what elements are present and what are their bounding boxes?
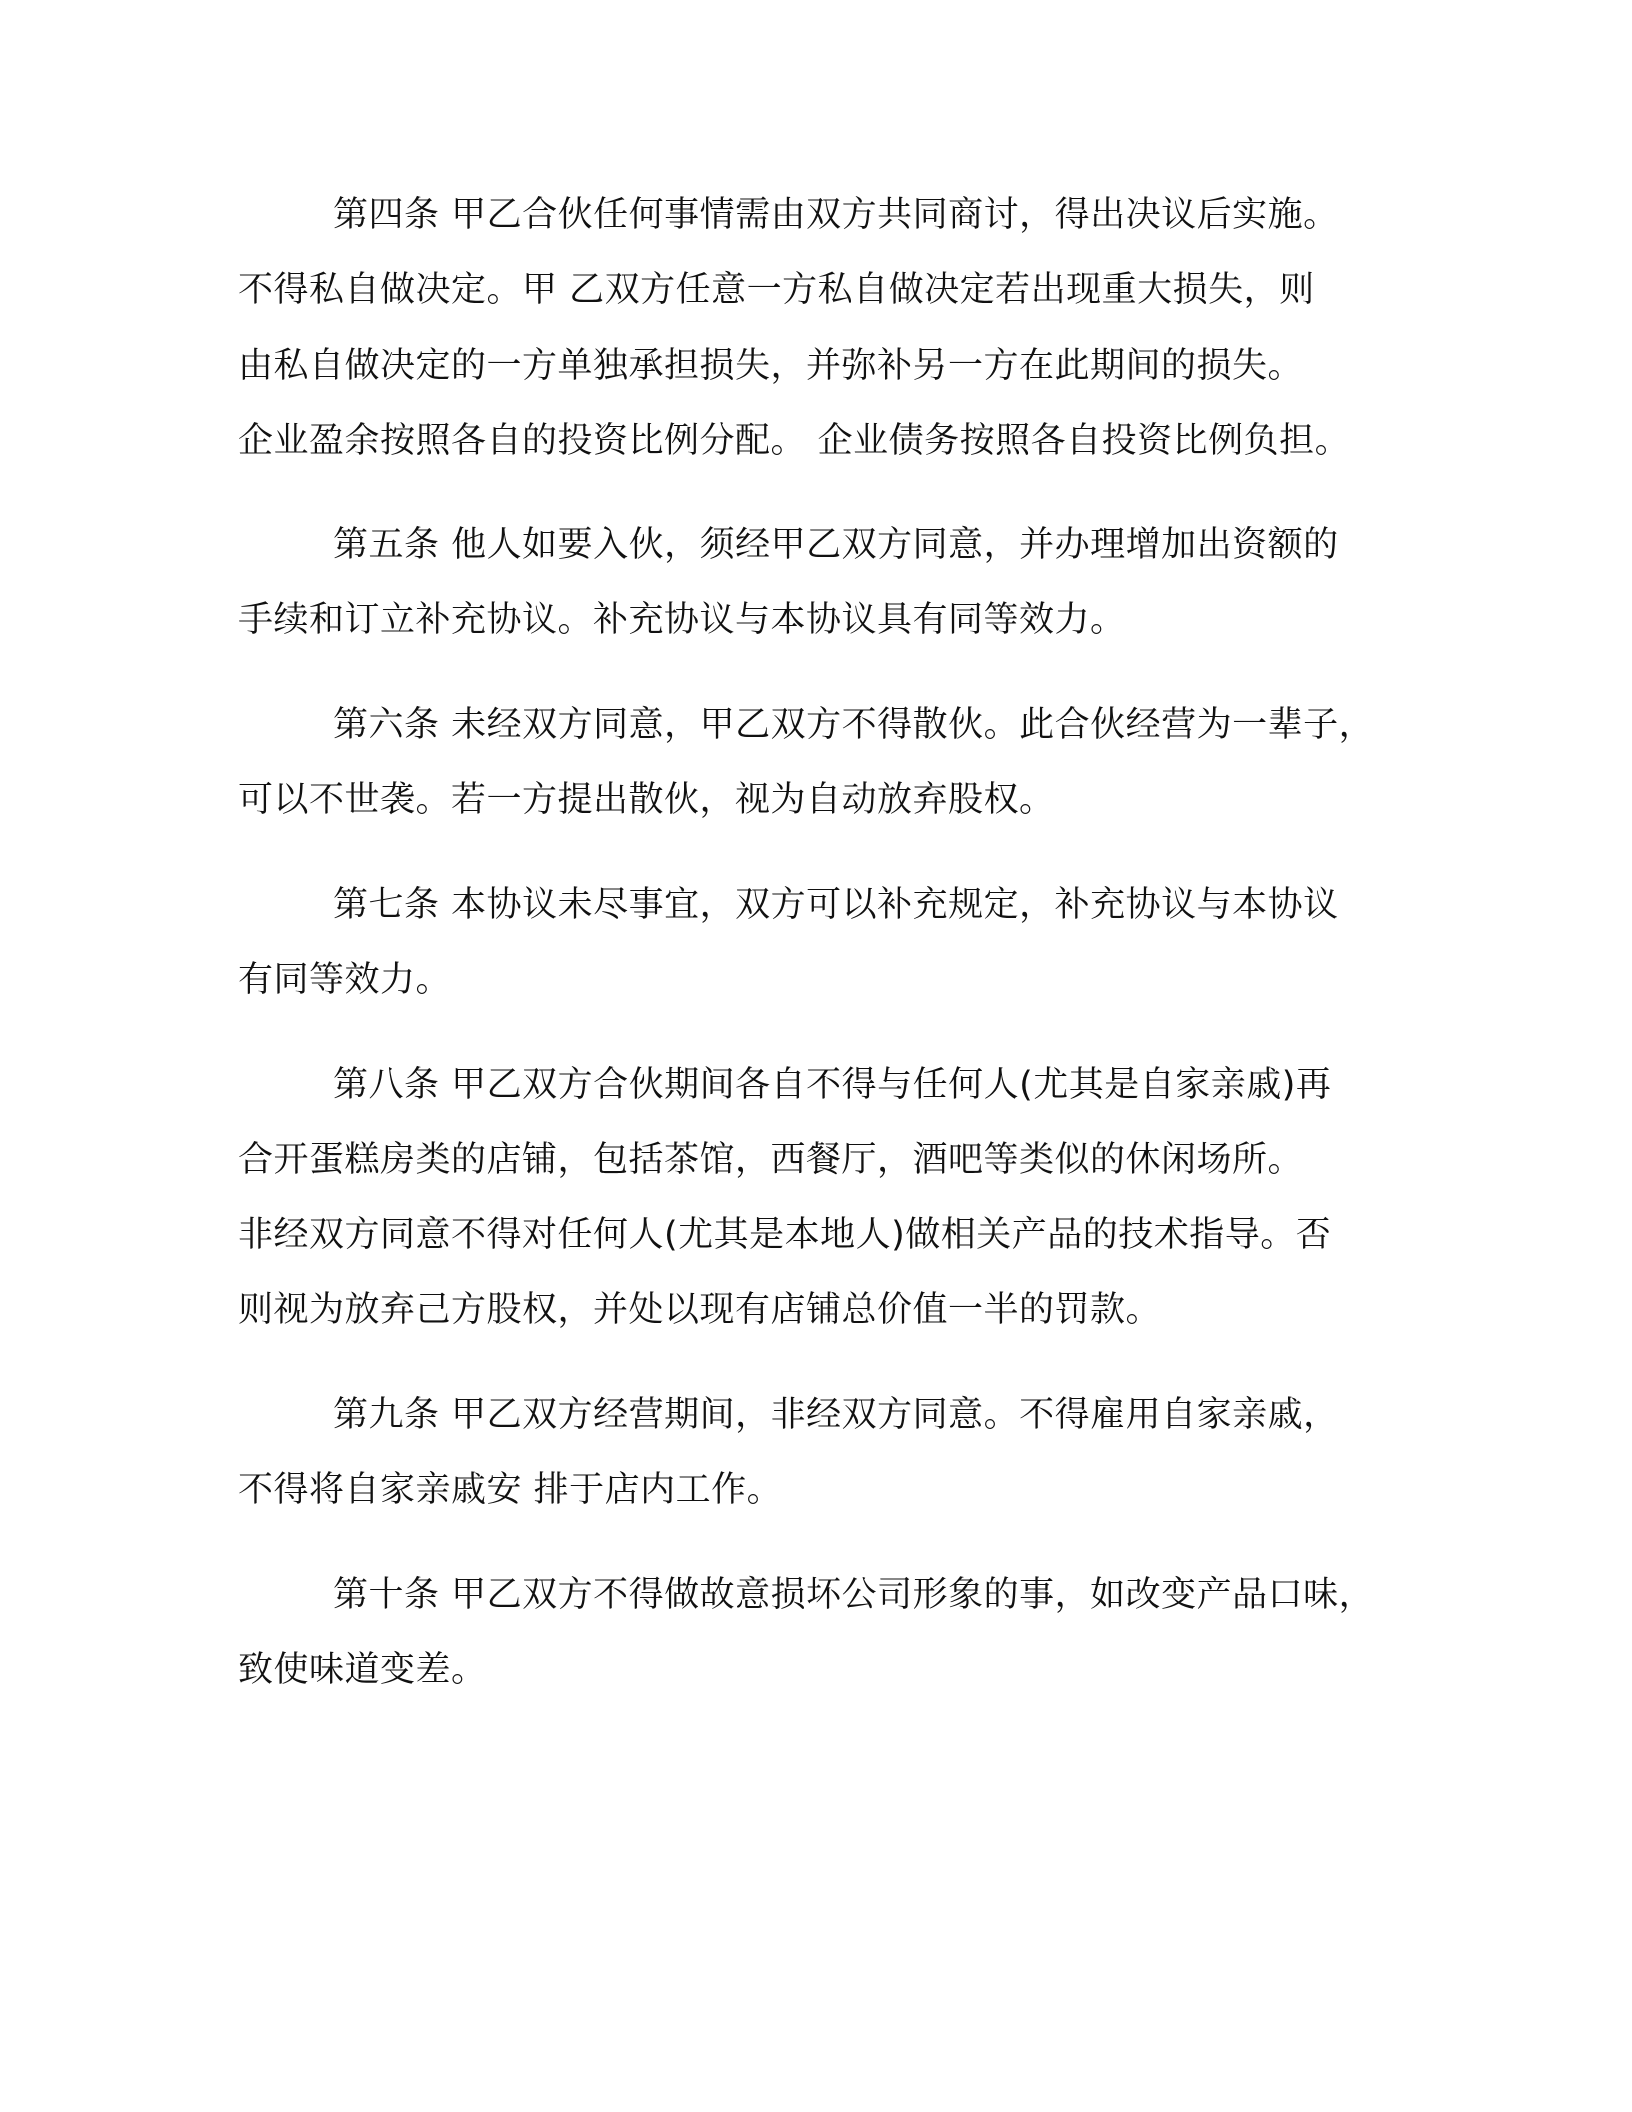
article-5-line-1: 第五条 他人如要入伙，须经甲乙双方同意，并办理增加出资额的 bbox=[333, 525, 1339, 565]
article-4-line-1: 第四条 甲乙合伙任何事情需由双方共同商讨，得出决议后实施。 bbox=[333, 195, 1339, 235]
article-9-line-2: 不得将自家亲戚安 排于店内工作。 bbox=[238, 1470, 783, 1510]
article-7-line-1: 第七条 本协议未尽事宜，双方可以补充规定，补充协议与本协议 bbox=[333, 885, 1339, 925]
article-7-line-2: 有同等效力。 bbox=[238, 960, 452, 1000]
article-5-line-2: 手续和订立补充协议。补充协议与本协议具有同等效力。 bbox=[238, 600, 1126, 640]
article-8-line-4: 则视为放弃己方股权，并处以现有店铺总价值一半的罚款。 bbox=[238, 1290, 1162, 1330]
article-4-line-3: 由私自做决定的一方单独承担损失，并弥补另一方在此期间的损失。 bbox=[238, 346, 1304, 386]
article-10-line-2: 致使味道变差。 bbox=[238, 1650, 487, 1690]
article-8-line-2: 合开蛋糕房类的店铺，包括茶馆，西餐厅，酒吧等类似的休闲场所。 bbox=[238, 1140, 1304, 1180]
article-6-line-2: 可以不世袭。若一方提出散伙，视为自动放弃股权。 bbox=[238, 780, 1055, 820]
article-8-line-1: 第八条 甲乙双方合伙期间各自不得与任何人(尤其是自家亲戚)再 bbox=[333, 1065, 1332, 1105]
article-6-line-1: 第六条 未经双方同意，甲乙双方不得散伙。此合伙经营为一辈子， bbox=[333, 705, 1375, 745]
article-4-line-2: 不得私自做决定。甲 乙双方任意一方私自做决定若出现重大损失，则 bbox=[238, 270, 1315, 310]
article-10-line-1: 第十条 甲乙双方不得做故意损坏公司形象的事，如改变产品口味， bbox=[333, 1575, 1375, 1615]
article-8-line-3: 非经双方同意不得对任何人(尤其是本地人)做相关产品的技术指导。否 bbox=[238, 1215, 1332, 1255]
article-4-line-4: 企业盈余按照各自的投资比例分配。 企业债务按照各自投资比例负担。 bbox=[238, 421, 1351, 461]
article-9-line-1: 第九条 甲乙双方经营期间，非经双方同意。不得雇用自家亲戚， bbox=[333, 1395, 1339, 1435]
